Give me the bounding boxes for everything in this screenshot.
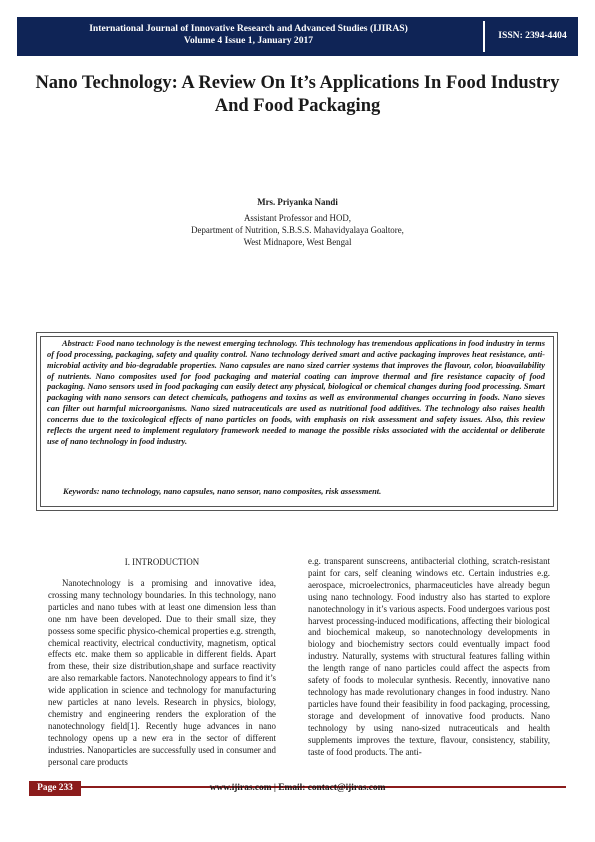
body-right-column: e.g. transparent sunscreens, antibacterial clothing, scratch-resistant paint for cars, self cleaning windows etc. Certain industries e.g. aerospace, microelectronics, pharmaceuticles have already begun using nano technology. Food industry also has started to explore nanotechnology in it’s various aspects. Food undergoes various post harvest processing-induced modifications, affecting their biological and biochemical makeup, so nanotechnology developments in biology and biochemistry sectors could eventually impact food industry. Naturally, systems with structural features falling within the length range of nano particles could affect the aspects from safety of foods to molecular synthesis. Recently, innovative nano technology has made revolutionary changes in food industry. Nano particles have found their feasibility in food packaging, processing, storage and development of innovative food products. Nano technology by using nano-sized nutraceuticals and health supplements improves the texture, flavour, consistency, stability, taste of food products. The anti- [308,556,550,757]
abstract-text: Abstract: Food nano technology is the newest emerging technology. This technology has tremendous applications in food industry in terms of food processing, packaging, safety and quality control. Nano technology derived smart and active packaging improves heat resistance, anti-microbial activity and bio-degradable properties. Nano capsules are nano sized carrier systems that improves the flavour, color, bioavailability of nutrients. Nano composites used for food packaging and material coating can improve thermal and fire resistance capacity of food packaging. Nano sensors used in food packaging can easily detect any physical, biological or chemical changes during food processing. Smart packaging with nano sensors can detect chemicals, pathogens and toxins as well as environmental changes occurring in foods. Nano sieves can filter out harmful microorganisms. Nano sized nutraceuticals are used as nutritional food additives. The technology also raises health concerns due to the toxicological effects of nano particles on foods, with emphasis on risk assessment and safety issues. Also, this review reflects the urgent need to implement regulatory framework needed to manage the possible risks associated with the accidental or deliberate use of nano technology in food industry. [47,338,545,446]
journal-volume: Volume 4 Issue 1, January 2017 [183,35,314,46]
issn-label: ISSN: 2394-4404 [498,30,567,41]
footer-contact: www.ijiras.com | Email: contact@ijiras.com [209,783,386,793]
paper-title: Nano Technology: A Review On It’s Applications In Food Industry And Food Packaging [35,73,560,116]
journal-header-bar [17,17,578,56]
keywords: Keywords: nano technology, nano capsules, nano sensor, nano composites, risk assessment. [63,486,382,496]
author-department: Department of Nutrition, S.B.S.S. Mahavidyalaya Goaltore, [191,225,404,235]
journal-name: International Journal of Innovative Research and Advanced Studies (IJIRAS) [89,23,408,34]
section-heading-introduction: I. INTRODUCTION [124,557,200,567]
header-divider [483,21,485,52]
page-number-badge: Page 233 [29,781,81,796]
author-location: West Midnapore, West Bengal [243,237,352,247]
author-name: Mrs. Priyanka Nandi [257,197,338,207]
journal-info [17,23,480,47]
abstract-box [36,332,558,511]
body-left-column: Nanotechnology is a promising and innovative idea, crossing many technology boundaries. In this technology, nano particles and nano tubes with at least one dimension less than one nm have been developed. Due to their small size, they possess some specific physico-chemical properties e.g. strength, chemical reactivity, electrical conductivity, magnetism, optical effects etc. make them so applicable in different fields. Apart from these, their size distribution,shape and surface reactivity are also remarkable factors. Nanotechnology appears to find it’s wide application in science and technology for manufacturing new particles at nano levels. Research in physics, biology, chemistry and engineering renders the exploration of the nanotechnology field[1]. Recently huge advances in nano technology opens up a new era in the sector of different industries. Nanoparticles are successfully used in consumer and personal care products [48,578,276,767]
author-position: Assistant Professor and HOD, [244,213,351,223]
